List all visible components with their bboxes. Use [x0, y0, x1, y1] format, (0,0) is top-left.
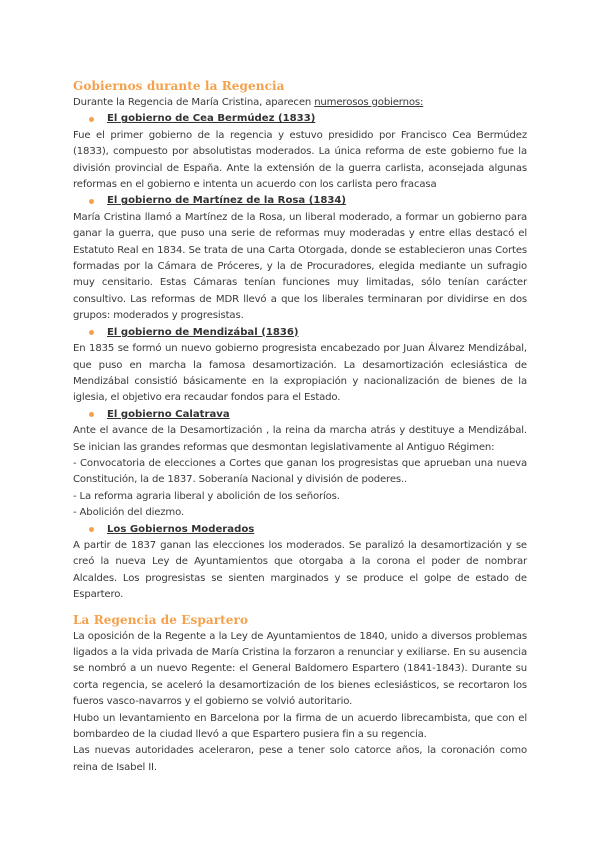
bullet-label: El gobierno de Cea Bermúdez (1833) [107, 113, 316, 125]
intro-paragraph [73, 95, 527, 111]
bullet-label: El gobierno de Mendizábal (1836) [107, 326, 299, 338]
bullet-label: Los Gobiernos Moderados [107, 523, 255, 535]
bullet-dot-icon [89, 330, 94, 335]
bullet-dot-icon [89, 412, 94, 417]
bullet-item [73, 111, 527, 127]
bullet-item [73, 407, 527, 423]
intro-underlined: numerosos gobiernos: [314, 97, 424, 108]
section-title-espartero: La Regencia de Espartero [73, 612, 249, 627]
intro-text: Durante la Regencia de María Cristina, aparecen [73, 97, 315, 108]
bullet-label: El gobierno de Martínez de la Rosa (1834) [107, 195, 347, 207]
bullet-dot-icon [89, 527, 94, 532]
paragraph-espartero-2: Hubo un levantamiento en Barcelona por la firma de un acuerdo librecambista, que con el bombardeo de la ciudad llevó a que Espartero pusiera fin a su regencia. [73, 712, 527, 741]
bullet-dot-icon [89, 117, 94, 122]
dash-item: - La reforma agraria liberal y abolición de los señoríos. [73, 490, 340, 502]
dash-item: - Convocatoria de elecciones a Cortes que ganan los progresistas que aprueban una nueva Constitución, la de 1837. Soberanía Nacional y división de poderes.. [73, 457, 527, 486]
paragraph-espartero-3: Las nuevas autoridades aceleraron, pese a tener solo catorce años, la coronación como reina de Isabel II. [73, 745, 527, 773]
paragraph-calatrava: Ante el avance de la Desamortización , la reina da marcha atrás y destituye a Mendizábal. Se inician las grandes reformas que desmontan legislativamente al Antiguo Régimen: [73, 425, 527, 453]
bullet-item [73, 193, 527, 209]
paragraph-espartero-1: La oposición de la Regente a la Ley de Ayuntamientos de 1840, unido a diversos problemas ligados a la vida privada de María Cristina la forzaron a renunciar y exiliarse. En su ausencia se nombró a un nuevo Regente: el General Baldomero Espartero (1841-1843). Durante su corta regencia, se aceleró la desamortización de los bienes eclesiásticos, se recortaron los fueros vasco-navarros y el gobierno se volvió autoritario. [73, 630, 527, 708]
bullet-item [73, 325, 527, 341]
paragraph-martinez-rosa: María Cristina llamó a Martínez de la Rosa, un liberal moderado, a formar un gobierno para ganar la guerra, que puso una serie de reformas muy moderadas y entre ellas destacó el Estatuto Real en 1834. Se trata de una Carta Otorgada, donde se establecieron unas Cortes formadas por la Cámara de Próceres, y la de Procuradores, elegida mediante un sufragio muy censitario. Estas Cámaras tenían funciones muy limitadas, sólo tenían carácter consultivo. Las reformas de MDR llevó a que los liberales terminaran por dividirse en dos grupos: moderados y progresistas. [73, 211, 527, 322]
bullet-label: El gobierno Calatrava [107, 408, 230, 420]
bullet-dot-icon [89, 199, 94, 204]
section-title-regencia: Gobiernos durante la Regencia [73, 79, 285, 93]
dash-item: - Abolición del diezmo. [73, 507, 185, 519]
paragraph-moderados: A partir de 1837 ganan las elecciones los moderados. Se paralizó la desamortización y se creó la nueva Ley de Ayuntamientos que otorgaba a la corona el poder de nombrar Alcaldes. Los progresistas se sienten marginados y se produce el golpe de estado de Espartero. [73, 539, 527, 601]
paragraph-cea-bermudez: Fue el primer gobierno de la regencia y estuvo presidido por Francisco Cea Bermúdez (1833), compuesto por absolutistas moderados. La única reforma de este gobierno fue la división provincial de España. Ante la extensión de la guerra carlista, aconsejada algunas reformas en el gobierno e intenta un acuerdo con los carlista pero fracasa [73, 129, 527, 191]
paragraph-mendizabal: En 1835 se formó un nuevo gobierno progresista encabezado por Juan Álvarez Mendizábal, que puso en marcha la famosa desamortización. La desamortización eclesiástica de Mendizábal consistió básicamente en la expropiación y nacionalización de bienes de la iglesia, el objetivo era recaudar fondos para el Estado. [73, 343, 527, 404]
bullet-item [73, 522, 527, 538]
document-content [73, 78, 527, 776]
